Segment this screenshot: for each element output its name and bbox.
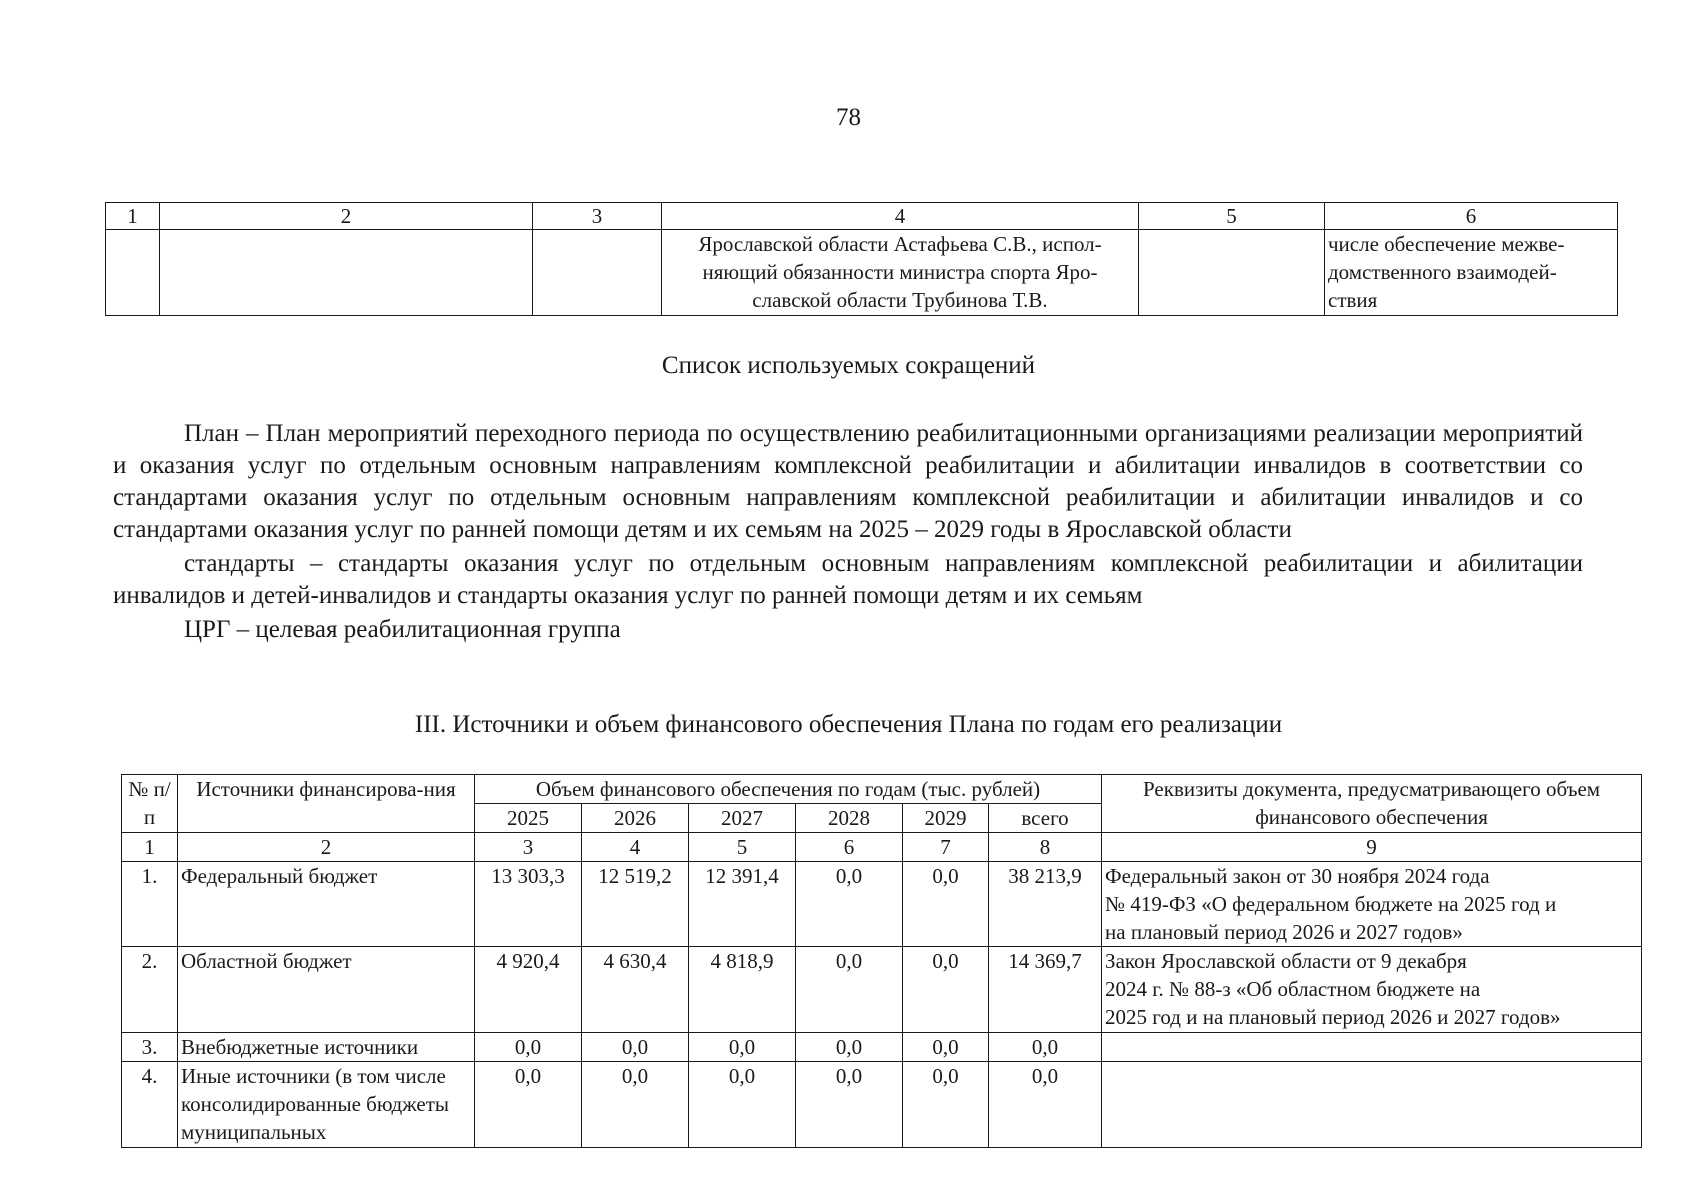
row-value: 4 920,4 [475, 947, 582, 1033]
row-value: 0,0 [689, 1033, 796, 1062]
row-value: 12 519,2 [582, 862, 689, 947]
row-total: 38 213,9 [989, 862, 1102, 947]
col-number: 5 [689, 833, 796, 862]
paragraph: стандарты – стандарты оказания услуг по отдельным основным направлениям комплексной реабилитации и абилитации инвалидов и детей-инвалидов и стандарты оказания услуг по ранней помощи детям и их семьям [113, 550, 1583, 609]
row-value: 0,0 [796, 947, 903, 1033]
cell-line: Федеральный закон от 30 ноября 2024 года [1105, 864, 1490, 888]
col-number: 9 [1102, 833, 1642, 862]
row-total: 0,0 [989, 1033, 1102, 1062]
cell-line: 2025 год и на плановый период 2026 и 2027 годов» [1105, 1005, 1561, 1029]
row-value: 0,0 [475, 1033, 582, 1062]
row-num: 2. [122, 947, 178, 1033]
col-number: 5 [1139, 203, 1325, 230]
col-number: 8 [989, 833, 1102, 862]
abbreviations-heading: Список используемых сокращений [661, 352, 1036, 379]
abbreviations-list [113, 418, 1583, 648]
continuation-table [105, 202, 1618, 316]
row-document [1102, 862, 1642, 947]
col-number: 2 [178, 833, 475, 862]
table-header-row [122, 775, 1642, 804]
table-row [122, 1033, 1642, 1062]
col-number: 4 [662, 203, 1139, 230]
row-value: 0,0 [903, 947, 989, 1033]
row-num: 4. [122, 1062, 178, 1148]
row-source: Иные источники (в том числе консолидированные бюджеты муниципальных [178, 1062, 475, 1148]
header-year: 2028 [796, 804, 903, 833]
col-number: 3 [475, 833, 582, 862]
row-document [1102, 1062, 1642, 1148]
cell-line: Ярославской области Астафьева С.В., испол- [698, 232, 1102, 256]
row-value: 0,0 [903, 1033, 989, 1062]
col-number: 4 [582, 833, 689, 862]
cell-line: 2024 г. № 88-з «Об областном бюджете на [1105, 977, 1481, 1001]
table-row [106, 230, 1618, 316]
cell-line: на плановый период 2026 и 2027 годов» [1105, 920, 1463, 944]
paragraph: План – План мероприятий переходного периода по осуществлению реабилитационными организациями реализации мероприятий и оказания услуг по отдельным основным направлениям комплексной реабилитации и абилитации инвалидов в соответствии со стандартами оказания услуг по отдельным основным направлениям комплексной реабилитации и абилитации инвалидов и со стандартами оказания услуг по ранней помощи детям и их семьям на 2025 – 2029 годы в Ярославской области [113, 420, 1583, 543]
row-value: 0,0 [796, 1033, 903, 1062]
row-source: Областной бюджет [178, 947, 475, 1033]
col-number: 3 [533, 203, 662, 230]
table-cell [160, 230, 533, 316]
row-value: 0,0 [475, 1062, 582, 1148]
col-number: 6 [1325, 203, 1618, 230]
row-source: Внебюджетные источники [178, 1033, 475, 1062]
header-document: Реквизиты документа, предусматривающего объем финансового обеспечения [1102, 775, 1642, 833]
cell-line: Закон Ярославской области от 9 декабря [1105, 949, 1467, 973]
page-number: 78 [836, 104, 861, 131]
cell-line: ствия [1328, 288, 1378, 312]
header-volume: Объем финансового обеспечения по годам (тыс. рублей) [475, 775, 1102, 804]
row-total: 0,0 [989, 1062, 1102, 1148]
row-value: 0,0 [689, 1062, 796, 1148]
col-number: 7 [903, 833, 989, 862]
financing-table [121, 774, 1642, 1148]
col-number: 6 [796, 833, 903, 862]
row-value: 12 391,4 [689, 862, 796, 947]
row-value: 4 818,9 [689, 947, 796, 1033]
row-value: 0,0 [582, 1033, 689, 1062]
table-cell [662, 230, 1139, 316]
row-num: 3. [122, 1033, 178, 1062]
table-cell [1139, 230, 1325, 316]
header-year: 2027 [689, 804, 796, 833]
section-heading: III. Источники и объем финансового обеспечения Плана по годам его реализации [414, 711, 1283, 738]
row-value: 4 630,4 [582, 947, 689, 1033]
row-value: 0,0 [903, 1062, 989, 1148]
cell-line: домственного взаимодей- [1328, 260, 1557, 284]
cell-line: славской области Трубинова Т.В. [752, 288, 1048, 312]
header-source: Источники финансирова-ния [178, 775, 475, 833]
table-cell [1325, 230, 1618, 316]
header-total: всего [989, 804, 1102, 833]
table-row [122, 1062, 1642, 1148]
cell-line: няющий обязанности министра спорта Яро- [702, 260, 1098, 284]
col-number: 1 [122, 833, 178, 862]
table-cell [106, 230, 160, 316]
row-value: 0,0 [903, 862, 989, 947]
row-num: 1. [122, 862, 178, 947]
row-source: Федеральный бюджет [178, 862, 475, 947]
header-year: 2025 [475, 804, 582, 833]
header-year: 2029 [903, 804, 989, 833]
row-value: 0,0 [796, 862, 903, 947]
table-header-row [106, 203, 1618, 230]
table-cell [533, 230, 662, 316]
row-value: 13 303,3 [475, 862, 582, 947]
cell-line: № 419-ФЗ «О федеральном бюджете на 2025 год и [1105, 892, 1557, 916]
row-document [1102, 1033, 1642, 1062]
row-value: 0,0 [796, 1062, 903, 1148]
paragraph: ЦРГ – целевая реабилитационная группа [184, 616, 621, 643]
column-number-row [122, 833, 1642, 862]
row-document [1102, 947, 1642, 1033]
row-value: 0,0 [582, 1062, 689, 1148]
col-number: 1 [106, 203, 160, 230]
cell-line: числе обеспечение межве- [1328, 232, 1565, 256]
row-total: 14 369,7 [989, 947, 1102, 1033]
header-year: 2026 [582, 804, 689, 833]
table-row [122, 947, 1642, 1033]
header-num: № п/п [122, 775, 178, 833]
table-row [122, 862, 1642, 947]
col-number: 2 [160, 203, 533, 230]
